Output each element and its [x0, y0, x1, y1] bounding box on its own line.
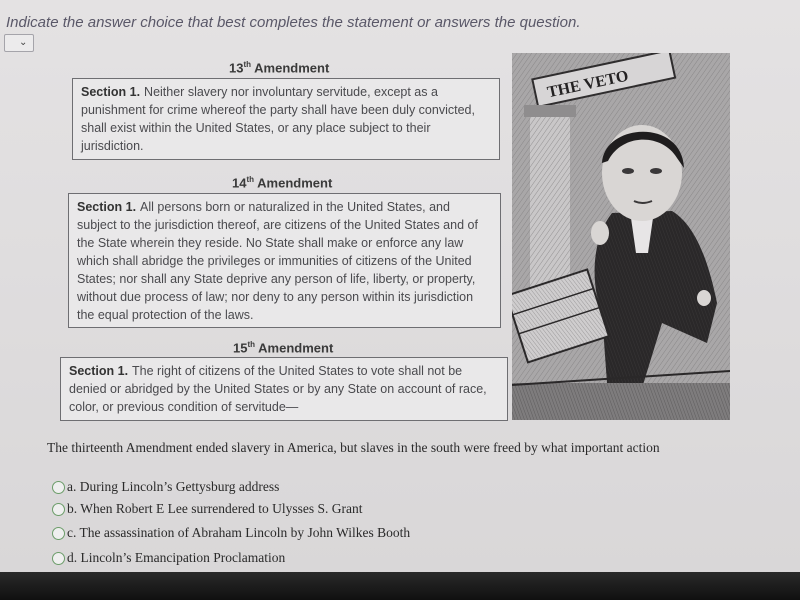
- question-text: The thirteenth Amendment ended slavery in America, but slaves in the south were freed by what important action: [47, 440, 660, 455]
- radio-icon[interactable]: [52, 503, 65, 516]
- amendment-14-box: [68, 193, 501, 328]
- section-label: Section 1.: [81, 85, 141, 99]
- amendment-13-text: Neither slavery nor involuntary servitude, except as a punishment for crime whereof the party shall have been duly convicted, shall exist within the United States, or any place subject to their jurisdiction.: [81, 85, 475, 153]
- radio-icon[interactable]: [52, 552, 65, 565]
- section-label: Section 1.: [69, 364, 129, 378]
- choice-b[interactable]: [52, 501, 363, 517]
- chevron-down-icon: ⌄: [19, 37, 28, 48]
- choice-c[interactable]: [52, 525, 410, 541]
- radio-icon[interactable]: [52, 527, 65, 540]
- choice-b-label: b. When Robert E Lee surrendered to Ulysses S. Grant: [67, 501, 363, 516]
- choice-a-label: a. During Lincoln’s Gettysburg address: [67, 479, 280, 494]
- answer-dropdown[interactable]: [4, 34, 34, 52]
- section-label: Section 1.: [77, 200, 137, 214]
- choice-a[interactable]: [52, 479, 279, 495]
- amendment-14-title: 14th Amendment: [232, 175, 333, 191]
- monitor-bezel: [0, 572, 800, 600]
- amendment-14-text: All persons born or naturalized in the United States, and subject to the jurisdiction thereof, are citizens of the United States and of the State wherein they reside. No State shall make or enforce any law which shall abridge the privileges or immunities of citizens of the United States; nor shall any State deprive any person of life, liberty, or property, without due process of law; nor deny to any person within its jurisdiction the equal protection of the laws.: [77, 200, 478, 322]
- amendment-13-title: 13th Amendment: [229, 60, 330, 76]
- amendment-15-title: 15th Amendment: [233, 340, 334, 356]
- choice-c-label: c. The assassination of Abraham Lincoln by John Wilkes Booth: [67, 525, 411, 540]
- amendment-13-box: [72, 78, 500, 160]
- cartoon-sign-text: THE VETO: [545, 67, 631, 102]
- veto-cartoon-image: [512, 53, 730, 420]
- amendment-15-text: The right of citizens of the United States to vote shall not be denied or abridged by the United States or by any State on account of race, color, or previous condition of servitude—: [69, 364, 487, 414]
- choice-d-label: d. Lincoln’s Emancipation Proclamation: [67, 550, 286, 565]
- instruction-text: Indicate the answer choice that best completes the statement or answers the question.: [6, 14, 581, 31]
- veto-cartoon-drawing: [512, 53, 730, 420]
- amendment-15-box: [60, 357, 508, 421]
- radio-icon[interactable]: [52, 481, 65, 494]
- choice-d[interactable]: [52, 550, 285, 566]
